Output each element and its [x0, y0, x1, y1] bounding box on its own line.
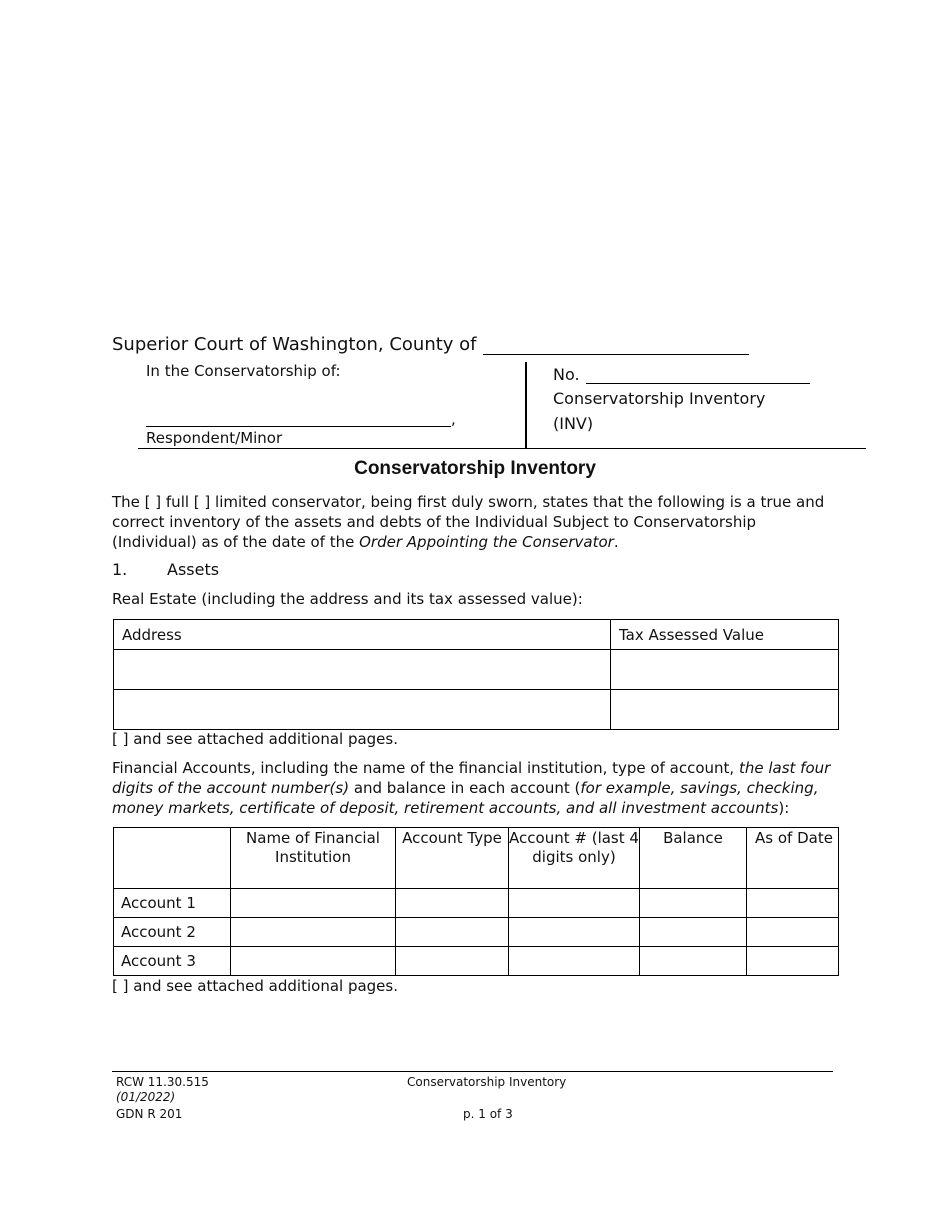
account-number-cell[interactable]	[509, 918, 640, 947]
account-label: Account 1	[114, 889, 231, 918]
financial-accounts-table	[113, 827, 839, 976]
financial-accounts-paragraph	[112, 758, 847, 818]
institution-header: Name of Financial Institution	[231, 828, 396, 889]
tax-value-cell[interactable]	[611, 650, 839, 690]
address-cell[interactable]	[114, 690, 611, 730]
intro-text: The [ ] full [ ] limited conservator, being first duly sworn, states that the following is a true and correct inventory of the assets and debts of the Individual Subject to Conservatorship (Individual) as of the date of the	[112, 493, 825, 551]
table-row	[114, 650, 839, 690]
tax-value-cell[interactable]	[611, 690, 839, 730]
table-row	[114, 889, 839, 918]
account-type-header: Account Type	[396, 828, 509, 889]
blank-header	[114, 828, 231, 889]
account-type-cell[interactable]	[396, 889, 509, 918]
table-row	[114, 947, 839, 976]
case-number-label: No.	[553, 365, 580, 384]
institution-cell[interactable]	[231, 947, 396, 976]
financial-additional-pages-note: [ ] and see attached additional pages.	[112, 977, 398, 995]
table-row	[114, 690, 839, 730]
county-blank-field[interactable]	[483, 336, 749, 355]
fin-text-e: ):	[778, 799, 790, 817]
real-estate-additional-pages-note: [ ] and see attached additional pages.	[112, 730, 398, 748]
order-title: Order Appointing the Conservator	[359, 533, 614, 551]
case-number-row	[553, 365, 810, 384]
account-number-cell[interactable]	[509, 947, 640, 976]
respondent-label: Respondent/Minor	[146, 429, 283, 447]
as-of-date-cell[interactable]	[747, 889, 839, 918]
account-number-cell[interactable]	[509, 889, 640, 918]
footer-title: Conservatorship Inventory	[407, 1075, 567, 1089]
case-number-blank-field[interactable]	[586, 367, 810, 384]
as-of-date-cell[interactable]	[747, 947, 839, 976]
balance-cell[interactable]	[640, 947, 747, 976]
footer-revision-date: (01/2022)	[116, 1090, 176, 1104]
court-text: Superior Court of Washington, County of	[112, 334, 477, 355]
fin-text-b: the last four digits of the account number(s)	[112, 759, 831, 797]
address-header: Address	[114, 620, 611, 650]
intro-paragraph	[112, 492, 842, 552]
section-number: 1.	[112, 560, 128, 579]
fin-text-a: Financial Accounts, including the name of the financial institution, type of account,	[112, 759, 739, 777]
fin-text-d: for example, savings, checking, money markets, certificate of deposit, retirement accounts, and all investment accounts	[112, 779, 819, 817]
intro-end: .	[613, 533, 619, 551]
footer-divider	[112, 1071, 833, 1072]
respondent-comma: ,	[451, 410, 456, 428]
institution-cell[interactable]	[231, 889, 396, 918]
footer-page-number: p. 1 of 3	[463, 1107, 513, 1121]
section-title: Assets	[167, 560, 220, 579]
table-header-row	[114, 828, 839, 889]
fin-text-c: and balance in each account (	[349, 779, 581, 797]
caption-document-code: (INV)	[553, 414, 594, 433]
respondent-name-blank-field[interactable]	[146, 426, 451, 427]
in-conservatorship-label: In the Conservatorship of:	[146, 362, 341, 380]
caption-document-title: Conservatorship Inventory	[553, 389, 766, 408]
court-heading	[112, 334, 749, 355]
account-type-cell[interactable]	[396, 947, 509, 976]
tax-assessed-value-header: Tax Assessed Value	[611, 620, 839, 650]
caption-vertical-divider	[525, 362, 527, 448]
caption-horizontal-divider	[138, 448, 866, 449]
balance-cell[interactable]	[640, 918, 747, 947]
as-of-date-cell[interactable]	[747, 918, 839, 947]
institution-cell[interactable]	[231, 918, 396, 947]
balance-header: Balance	[640, 828, 747, 889]
real-estate-table	[113, 619, 839, 730]
account-type-cell[interactable]	[396, 918, 509, 947]
footer-form-number: GDN R 201	[116, 1107, 183, 1121]
page-title: Conservatorship Inventory	[354, 458, 596, 479]
account-label: Account 2	[114, 918, 231, 947]
table-row	[114, 918, 839, 947]
account-number-header: Account # (last 4 digits only)	[509, 828, 640, 889]
table-header-row	[114, 620, 839, 650]
real-estate-label: Real Estate (including the address and its tax assessed value):	[112, 590, 583, 608]
address-cell[interactable]	[114, 650, 611, 690]
account-label: Account 3	[114, 947, 231, 976]
balance-cell[interactable]	[640, 889, 747, 918]
as-of-date-header: As of Date	[747, 828, 839, 889]
footer-rcw: RCW 11.30.515	[116, 1075, 209, 1089]
section-assets-heading	[112, 560, 219, 579]
